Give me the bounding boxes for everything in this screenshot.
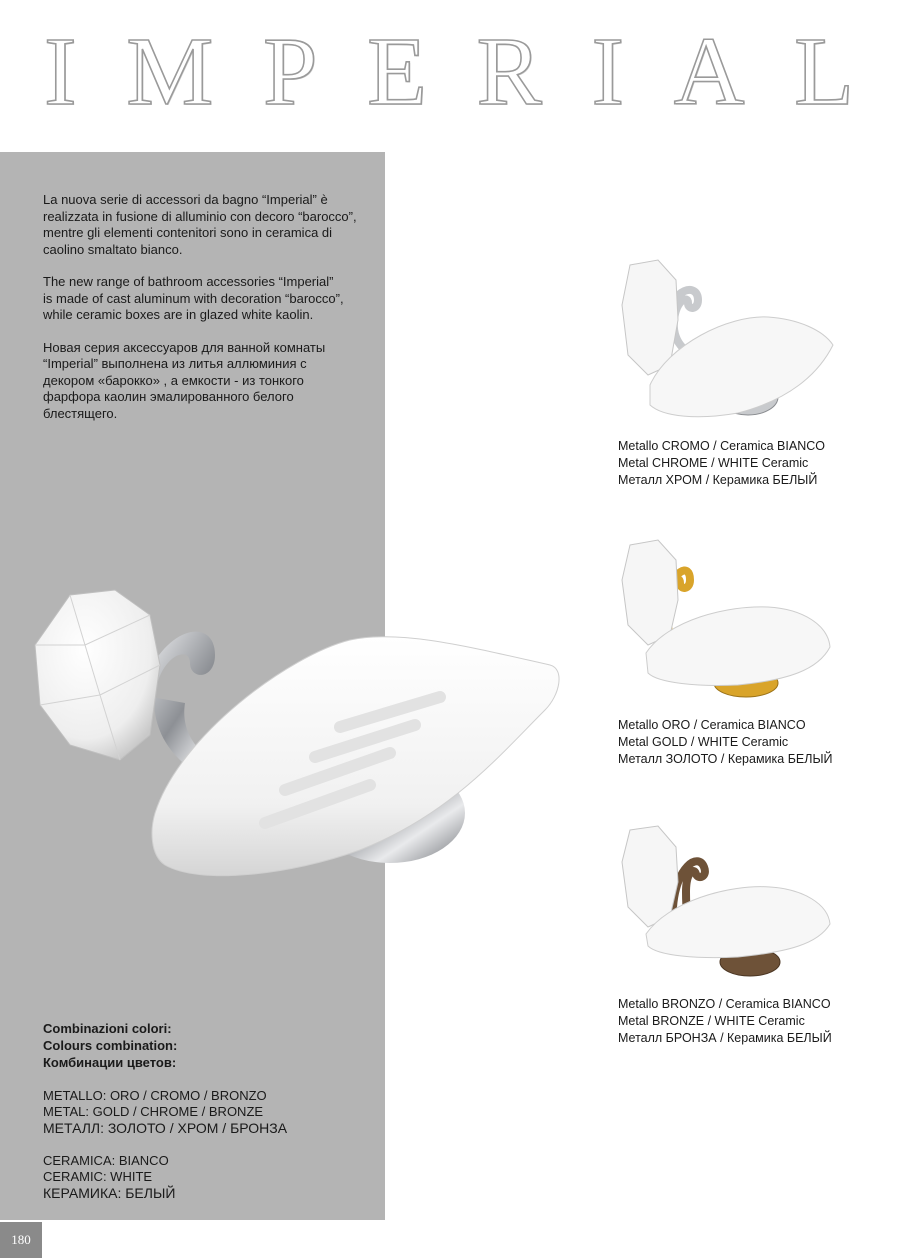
brand-title-letter: P xyxy=(262,18,318,126)
combinations-heading-english: Colours combination: xyxy=(43,1038,178,1053)
ceramic-options-english: CERAMIC: WHITE xyxy=(43,1169,153,1184)
variant-caption-italian: Metallo ORO / Ceramica BIANCO xyxy=(618,718,806,732)
brand-title-letter: E xyxy=(367,18,427,126)
variant-caption-english: Metal CHROME / WHITE Ceramic xyxy=(618,456,809,470)
ceramic-options-italian: CERAMICA: BIANCO xyxy=(43,1153,169,1168)
variant-caption-italian: Metallo BRONZO / Ceramica BIANCO xyxy=(618,997,831,1011)
combinations-heading-russian: Комбинации цветов: xyxy=(43,1055,177,1070)
metal-options xyxy=(43,1088,373,1136)
intro-text xyxy=(43,192,383,438)
combinations-heading-italian: Combinazioni colori: xyxy=(43,1021,172,1036)
variant-chrome-image xyxy=(618,255,838,425)
variant-gold-image xyxy=(618,535,838,705)
ceramic-dish xyxy=(152,637,559,876)
brand-title xyxy=(0,18,900,126)
ceramic-wall-mount xyxy=(35,590,160,760)
intro-italian: La nuova serie di accessori da bagno “Imperial” è realizzata in fusione di alluminio con decoro “barocco”, mentre gli elementi contenitori sono in ceramica di caolino smaltato bianco. xyxy=(43,192,357,257)
page-number: 180 xyxy=(0,1222,42,1258)
variant-bronze-caption xyxy=(618,996,832,1047)
variant-chrome-caption xyxy=(618,438,825,489)
brand-title-letter: I xyxy=(44,18,77,126)
intro-russian: Новая серия аксессуаров для ванной комнаты “Imperial” выполнена из литья аллюминия с декором «барокко» , а емкости - из тонкого фарфора каолин эмалированного белого блестящего. xyxy=(43,339,326,421)
brand-title-letter: M xyxy=(126,18,214,126)
variant-caption-english: Metal BRONZE / WHITE Ceramic xyxy=(618,1014,805,1028)
brand-title-letter: L xyxy=(794,18,854,126)
colour-combinations xyxy=(43,1020,373,1201)
metal-options-english: METAL: GOLD / CHROME / BRONZE xyxy=(43,1104,264,1119)
metal-options-russian: МЕТАЛЛ: ЗОЛОТО / ХРОМ / БРОНЗА xyxy=(43,1120,288,1136)
variant-caption-russian: Металл БРОНЗА / Керамика БЕЛЫЙ xyxy=(618,1031,832,1045)
brand-title-letter: A xyxy=(673,18,745,126)
intro-english: The new range of bathroom accessories “Imperial” is made of cast aluminum with decoration “barocco”, while ceramic boxes are in glazed white kaolin. xyxy=(43,274,344,322)
variant-caption-italian: Metallo CROMO / Ceramica BIANCO xyxy=(618,439,825,453)
ceramic-options xyxy=(43,1153,373,1201)
metal-options-italian: METALLO: ORO / CROMO / BRONZO xyxy=(43,1088,267,1103)
ceramic-options-russian: КЕРАМИКА: БЕЛЫЙ xyxy=(43,1185,176,1201)
variant-caption-english: Metal GOLD / WHITE Ceramic xyxy=(618,735,789,749)
brand-title-letter: R xyxy=(476,18,542,126)
main-soap-dish-image xyxy=(30,585,570,895)
variant-bronze-image xyxy=(618,822,838,982)
brand-title-letter: I xyxy=(591,18,625,126)
variant-caption-russian: Металл ЗОЛОТО / Керамика БЕЛЫЙ xyxy=(618,752,833,766)
variant-caption-russian: Металл ХРОМ / Керамика БЕЛЫЙ xyxy=(618,473,818,487)
variant-gold-caption xyxy=(618,717,833,768)
